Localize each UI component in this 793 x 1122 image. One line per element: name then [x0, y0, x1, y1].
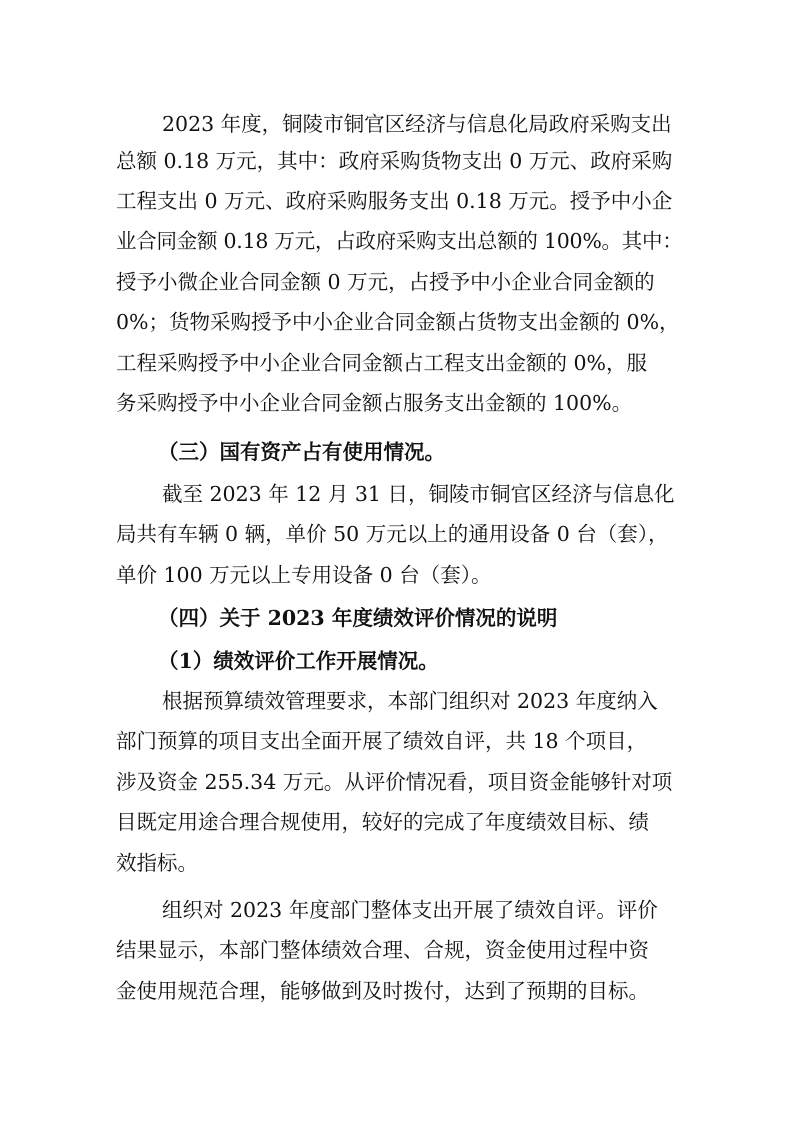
procurement-paragraph-line-5: 授予小微企业合同金额 0 万元，占授予中小企业合同金额的: [116, 270, 655, 294]
subsection-heading-evaluation-work: （1）绩效评价工作开展情况。: [158, 649, 439, 673]
evaluation-paragraph-line-2: 部门预算的项目支出全面开展了绩效自评，共 18 个项目，: [116, 729, 648, 753]
section-heading-performance: （四）关于 2023 年度绩效评价情况的说明: [158, 606, 558, 630]
procurement-paragraph-line-4: 业合同金额 0.18 万元，占政府采购支出总额的 100%。其中：: [116, 229, 683, 253]
evaluation-paragraph-line-5: 效指标。: [116, 851, 198, 875]
evaluation-paragraph-line-4: 目既定用途合理合规使用，较好的完成了年度绩效目标、绩: [116, 810, 649, 834]
evaluation-paragraph-line-3: 涉及资金 255.34 万元。从评价情况看，项目资金能够针对项: [116, 770, 673, 794]
overall-paragraph-line-3: 金使用规范合理，能够做到及时拨付，达到了预期的目标。: [116, 979, 649, 1003]
procurement-paragraph-line-8: 务采购授予中小企业合同金额占服务支出金额的 100%。: [116, 391, 633, 415]
procurement-paragraph-line-6: 0%；货物采购授予中小企业合同金额占货物支出金额的 0%，: [116, 310, 680, 334]
procurement-paragraph-line-2: 总额 0.18 万元，其中：政府采购货物支出 0 万元、政府采购: [116, 149, 673, 173]
assets-paragraph-line-2: 局共有车辆 0 辆，单价 50 万元以上的通用设备 0 台（套），: [116, 522, 669, 546]
section-heading-assets: （三）国有资产占有使用情况。: [158, 440, 445, 464]
procurement-paragraph-line-1: 2023 年度，铜陵市铜官区经济与信息化局政府采购支出: [162, 112, 672, 136]
overall-paragraph-line-1: 组织对 2023 年度部门整体支出开展了绩效自评。评价: [162, 898, 658, 922]
overall-paragraph-line-2: 结果显示，本部门整体绩效合理、合规，资金使用过程中资: [116, 938, 649, 962]
evaluation-paragraph-line-1: 根据预算绩效管理要求，本部门组织对 2023 年度纳入: [162, 689, 658, 713]
assets-paragraph-line-1: 截至 2023 年 12 月 31 日，铜陵市铜官区经济与信息化: [162, 482, 675, 506]
assets-paragraph-line-3: 单价 100 万元以上专用设备 0 台（套）。: [116, 563, 492, 587]
procurement-paragraph-line-3: 工程支出 0 万元、政府采购服务支出 0.18 万元。授予中小企: [116, 189, 673, 213]
procurement-paragraph-line-7: 工程采购授予中小企业合同金额占工程支出金额的 0%，服: [116, 351, 648, 375]
